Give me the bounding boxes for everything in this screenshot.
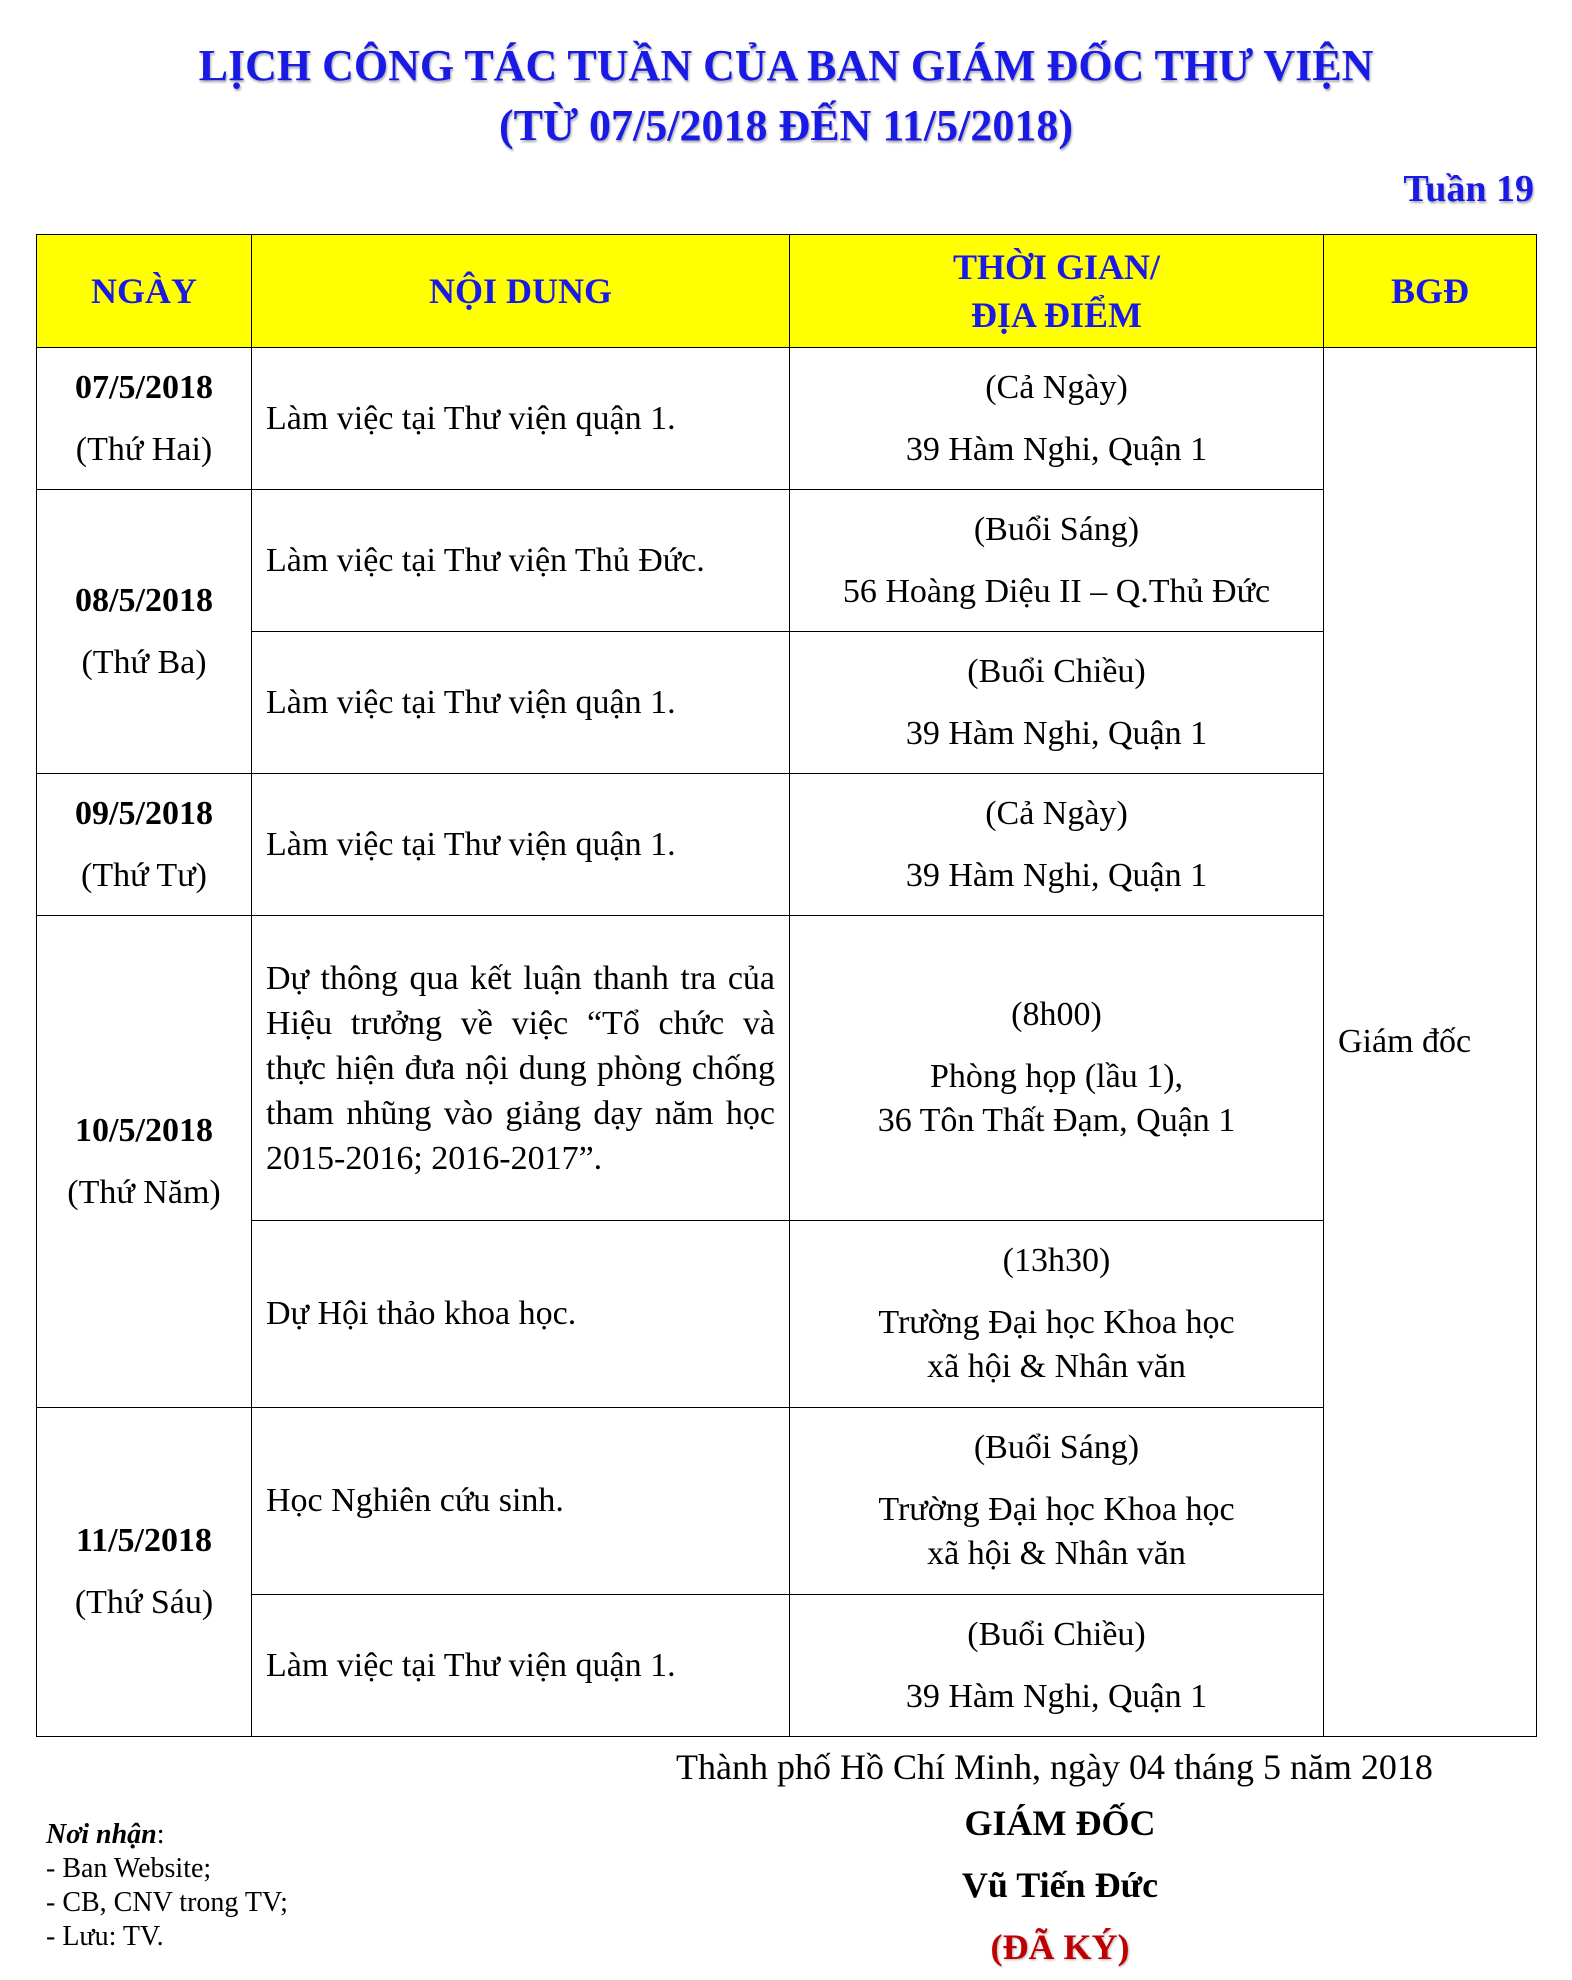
page-title: LỊCH CÔNG TÁC TUẦN CỦA BAN GIÁM ĐỐC THƯ VIỆN <box>198 41 1374 90</box>
table-row <box>37 774 1537 916</box>
place-value: 56 Hoàng Diệu II – Q.Thủ Đức <box>842 572 1271 610</box>
date-value: 10/5/2018 <box>75 1111 213 1149</box>
date-cell <box>37 348 252 490</box>
bgd-value: Giám đốc <box>1338 1023 1472 1060</box>
column-header-time-place <box>790 235 1324 348</box>
content-cell: Học Nghiên cứu sinh. <box>252 1408 790 1595</box>
table-row <box>37 1595 1537 1737</box>
recipient-item: - Ban Website; <box>46 1853 212 1884</box>
time-value: (13h30) <box>1002 1242 1111 1279</box>
date-cell <box>37 916 252 1408</box>
date-value: 07/5/2018 <box>75 368 213 406</box>
time-place-cell <box>790 490 1324 632</box>
time-place-cell <box>790 348 1324 490</box>
weekday: (Thứ Hai) <box>75 430 213 468</box>
time-value: (Cả Ngày) <box>985 794 1128 832</box>
weekday: (Thứ Tư) <box>81 856 207 894</box>
place-value: 39 Hàm Nghi, Quận 1 <box>905 714 1208 752</box>
time-place-cell <box>790 632 1324 774</box>
date-value: 09/5/2018 <box>75 794 213 832</box>
date-range-subtitle: (TỪ 07/5/2018 ĐẾN 11/5/2018) <box>498 101 1074 150</box>
time-value: (Cả Ngày) <box>985 368 1128 406</box>
time-value: (Buổi Chiều) <box>967 652 1146 690</box>
signed-status: (ĐÃ KÝ) <box>990 1927 1130 1967</box>
time-value: (Buổi Sáng) <box>973 1429 1140 1466</box>
content-cell: Làm việc tại Thư viện quận 1. <box>252 348 790 490</box>
recipient-item: - Lưu: TV. <box>46 1921 164 1952</box>
place-value: Trường Đại học Khoa học <box>878 1491 1235 1528</box>
table-row <box>37 1408 1537 1595</box>
time-value: (Buổi Chiều) <box>967 1615 1146 1653</box>
place-value: xã hội & Nhân văn <box>927 1535 1186 1572</box>
content-cell: Dự Hội thảo khoa học. <box>252 1221 790 1408</box>
time-value: (Buổi Sáng) <box>973 510 1140 548</box>
content-cell: Làm việc tại Thư viện quận 1. <box>252 1595 790 1737</box>
time-place-cell <box>790 1595 1324 1737</box>
recipient-item: - CB, CNV trong TV; <box>46 1887 288 1918</box>
date-cell <box>37 1408 252 1737</box>
column-header-time: THỜI GIAN/ <box>952 247 1161 287</box>
recipients-block <box>46 1818 288 1954</box>
content-cell: Làm việc tại Thư viện Thủ Đức. <box>252 490 790 632</box>
content-cell: Làm việc tại Thư viện quận 1. <box>252 632 790 774</box>
table-row <box>37 1221 1537 1408</box>
content-cell: Làm việc tại Thư viện quận 1. <box>252 774 790 916</box>
recipients-label: Nơi nhận <box>46 1819 157 1850</box>
bgd-cell <box>1324 348 1537 1737</box>
date-cell <box>37 490 252 774</box>
place-value: Trường Đại học Khoa học <box>878 1304 1235 1341</box>
signer-name: Vũ Tiến Đức <box>961 1865 1159 1905</box>
column-header-date: NGÀY <box>37 235 252 348</box>
issue-date-line: Thành phố Hồ Chí Minh, ngày 04 tháng 5 năm 2018 <box>676 1747 1433 1787</box>
place-value: Phòng họp (lầu 1), <box>929 1058 1184 1095</box>
date-value: 08/5/2018 <box>75 581 213 619</box>
column-header-bgd: BGĐ <box>1324 235 1537 348</box>
place-value: 39 Hàm Nghi, Quận 1 <box>905 430 1208 468</box>
time-value: (8h00) <box>1011 996 1102 1033</box>
table-row <box>37 348 1537 490</box>
place-value: 36 Tôn Thất Đạm, Quận 1 <box>877 1102 1236 1139</box>
table-row <box>37 490 1537 632</box>
place-value: 39 Hàm Nghi, Quận 1 <box>905 856 1208 894</box>
date-value: 11/5/2018 <box>75 1522 213 1559</box>
week-number: Tuần 19 <box>1403 168 1534 210</box>
time-place-cell <box>790 774 1324 916</box>
place-value: xã hội & Nhân văn <box>927 1348 1186 1385</box>
column-header-content: NỘI DUNG <box>252 235 790 348</box>
time-place-cell <box>790 1408 1324 1595</box>
table-header-row <box>37 235 1537 348</box>
weekday: (Thứ Ba) <box>81 643 207 681</box>
schedule-table <box>36 234 1537 1737</box>
place-value: 39 Hàm Nghi, Quận 1 <box>905 1677 1208 1715</box>
weekday: (Thứ Năm) <box>67 1173 221 1211</box>
time-place-cell <box>790 916 1324 1221</box>
table-row <box>37 632 1537 774</box>
column-header-place: ĐỊA ĐIỂM <box>970 295 1143 335</box>
signer-title: GIÁM ĐỐC <box>964 1803 1156 1843</box>
weekday: (Thứ Sáu) <box>74 1584 214 1621</box>
time-place-cell <box>790 1221 1324 1408</box>
recipients-heading: Nơi nhận: <box>46 1819 165 1850</box>
table-row <box>37 916 1537 1221</box>
date-cell <box>37 774 252 916</box>
content-cell: Dự thông qua kết luận thanh tra của Hiệu trưởng về việc “Tổ chức và thực hiện đưa nội dung phòng chống tham nhũng vào giảng dạy năm học 2015-2016; 2016-2017”. <box>252 916 790 1221</box>
